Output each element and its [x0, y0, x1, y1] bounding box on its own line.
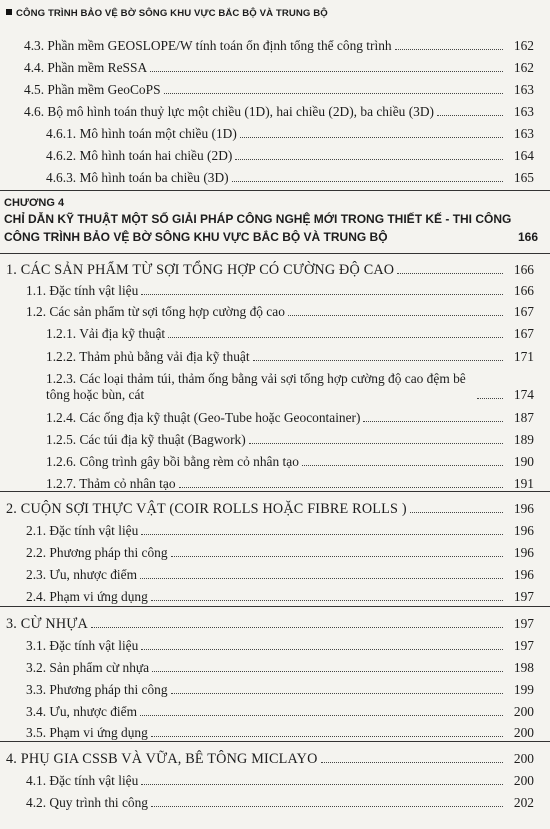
toc-entry-page: 196 — [513, 567, 534, 582]
toc-entry-page: 163 — [513, 82, 534, 97]
toc-entry-text: 3.2. Sản phẩm cừ nhựa — [26, 660, 150, 675]
dot-leader — [140, 578, 503, 579]
toc-entry[interactable] — [24, 34, 534, 54]
dot-leader — [232, 181, 503, 182]
toc-entry[interactable] — [26, 585, 534, 605]
toc-entry-text: 4.6.3. Mô hình toán ba chiều (3D) — [46, 170, 229, 185]
toc-entry-text: 1.2.1. Vải địa kỹ thuật — [46, 326, 166, 341]
toc-entry-page: 202 — [513, 795, 534, 810]
toc-entry-page: 191 — [513, 476, 534, 491]
toc-entry-page: 196 — [513, 523, 534, 538]
divider — [0, 190, 550, 191]
toc-entry[interactable] — [46, 345, 534, 365]
dot-leader — [235, 159, 503, 160]
dot-leader — [395, 49, 503, 50]
toc-entry[interactable] — [26, 279, 534, 299]
toc-entry[interactable] — [24, 78, 534, 98]
toc-entry[interactable] — [26, 769, 534, 789]
toc-entry-text: 4.5. Phần mềm GeoCoPS — [24, 82, 161, 97]
section-page: 196 — [513, 501, 534, 516]
toc-entry-page: 162 — [513, 60, 534, 75]
toc-entry-page: 166 — [513, 283, 534, 298]
dot-leader — [397, 273, 503, 274]
toc-entry-text: 3.3. Phương pháp thi công — [26, 682, 168, 697]
dot-leader — [410, 512, 503, 513]
toc-entry-page: 171 — [513, 349, 534, 364]
toc-entry[interactable] — [24, 100, 534, 120]
toc-entry[interactable] — [46, 144, 534, 164]
toc-entry-text: 4.6.1. Mô hình toán một chiều (1D) — [46, 126, 237, 141]
toc-entry-text: 3.4. Ưu, nhược điểm — [26, 704, 138, 719]
toc-entry-text: 4.6. Bộ mô hình toán thuỷ lực một chiều (1D), hai chiều (2D), ba chiều (3D) — [24, 104, 434, 119]
toc-entry-text: 2.3. Ưu, nhược điểm — [26, 567, 138, 582]
toc-entry-page: 196 — [513, 545, 534, 560]
toc-entry-page: 162 — [513, 38, 534, 53]
toc-entry-page: 163 — [513, 126, 534, 141]
toc-entry-text: 3.1. Đặc tính vật liệu — [26, 638, 139, 653]
dot-leader — [150, 71, 503, 72]
chapter-title-line1: CHỈ DẪN KỸ THUẬT MỘT SỐ GIẢI PHÁP CÔNG NGHỆ MỚI TRONG THIẾT KẾ - THI CÔNG — [4, 212, 512, 226]
toc-entry-page: 187 — [513, 410, 534, 425]
toc-entry-page: 167 — [513, 326, 534, 341]
dot-leader — [168, 337, 503, 338]
toc-entry-page: 199 — [513, 682, 534, 697]
divider — [0, 253, 550, 254]
dot-leader — [321, 762, 503, 763]
toc-entry-text: 3.5. Phạm vi ứng dụng — [26, 725, 148, 740]
toc-entry-page: 190 — [513, 454, 534, 469]
toc-entry-text: 4.6.2. Mô hình toán hai chiều (2D) — [46, 148, 233, 163]
toc-entry[interactable] — [46, 122, 534, 142]
toc-entry-page: 198 — [513, 660, 534, 675]
toc-entry[interactable] — [24, 56, 534, 76]
dot-leader — [141, 294, 503, 295]
toc-entry[interactable] — [26, 721, 534, 741]
section-heading[interactable] — [6, 497, 534, 517]
toc-entry-text: 1.2.6. Công trình gây bồi bằng rèm cỏ nhân tạo — [46, 454, 299, 469]
toc-entry-text: 4.3. Phần mềm GEOSLOPE/W tính toán ổn định tổng thể công trình — [24, 38, 392, 53]
toc-entry[interactable] — [46, 166, 534, 186]
toc-entry[interactable] — [26, 634, 534, 654]
dot-leader — [141, 649, 503, 650]
toc-entry[interactable] — [26, 300, 534, 320]
toc-entry-page: 174 — [513, 387, 534, 402]
toc-entry-text: 4.2. Quy trình thi công — [26, 795, 148, 810]
toc-entry[interactable] — [26, 519, 534, 539]
toc-entry-page: 163 — [513, 104, 534, 119]
divider — [0, 741, 550, 742]
toc-entry-text: 4.4. Phần mềm ReSSA — [24, 60, 148, 75]
chapter-number: CHƯƠNG 4 — [4, 197, 65, 209]
toc-entry-page: 200 — [513, 773, 534, 788]
toc-entry[interactable] — [26, 700, 534, 720]
section-title: 2. CUỘN SỢI THỰC VẬT (COIR ROLLS HOẶC FIBRE ROLLS ) — [6, 501, 407, 517]
section-heading[interactable] — [6, 258, 534, 278]
toc-entry-text: 1.2. Các sản phẩm từ sợi tổng hợp cường độ cao — [26, 304, 285, 319]
dot-leader — [249, 443, 503, 444]
toc-entry[interactable] — [46, 406, 534, 426]
toc-entry[interactable] — [46, 367, 534, 403]
section-page: 200 — [513, 751, 534, 766]
toc-entry[interactable] — [26, 791, 534, 811]
section-page: 166 — [513, 262, 534, 277]
dot-leader — [477, 398, 503, 399]
section-page: 197 — [513, 616, 534, 631]
toc-entry[interactable] — [46, 428, 534, 448]
chapter-title-line2[interactable]: CÔNG TRÌNH BẢO VỆ BỜ SÔNG KHU VỰC BẮC BỘ VÀ TRUNG BỘ — [4, 230, 388, 244]
toc-entry-text: 1.2.5. Các túi địa kỹ thuật (Bagwork) — [46, 432, 246, 447]
dot-leader — [91, 627, 503, 628]
toc-entry-page: 164 — [513, 148, 534, 163]
toc-entry-page: 189 — [513, 432, 534, 447]
toc-entry-page: 200 — [513, 725, 534, 740]
toc-entry-text: 2.2. Phương pháp thi công — [26, 545, 168, 560]
dot-leader — [302, 465, 503, 466]
toc-entry-text: 1.2.7. Thảm cỏ nhân tạo — [46, 476, 176, 491]
toc-entry-text: 1.2.4. Các ống địa kỹ thuật (Geo-Tube hoặc Geocontainer) — [46, 410, 361, 425]
dot-leader — [151, 806, 503, 807]
toc-entry[interactable] — [46, 450, 534, 470]
dot-leader — [140, 715, 503, 716]
dot-leader — [253, 360, 503, 361]
dot-leader — [437, 115, 503, 116]
dot-leader — [240, 137, 503, 138]
chapter-page: 166 — [517, 230, 538, 244]
dot-leader — [288, 315, 503, 316]
toc-entry[interactable] — [26, 563, 534, 583]
running-head — [6, 8, 544, 19]
toc-entry[interactable] — [26, 656, 534, 676]
toc-entry-text: 1.2.2. Thảm phủ bằng vải địa kỹ thuật — [46, 349, 250, 364]
section-title: 1. CÁC SẢN PHẨM TỪ SỢI TỔNG HỢP CÓ CƯỜNG ĐỘ CAO — [6, 262, 395, 278]
toc-entry-text: 2.4. Phạm vi ứng dụng — [26, 589, 148, 604]
divider — [0, 606, 550, 607]
toc-entry-page: 197 — [513, 638, 534, 653]
toc-entry-text: 4.1. Đặc tính vật liệu — [26, 773, 139, 788]
section-heading[interactable] — [6, 747, 534, 767]
toc-entry[interactable] — [26, 678, 534, 698]
toc-entry[interactable] — [46, 322, 534, 342]
dot-leader — [363, 421, 503, 422]
dot-leader — [179, 487, 503, 488]
section-heading[interactable] — [6, 612, 534, 632]
toc-entry-text: 2.1. Đặc tính vật liệu — [26, 523, 139, 538]
toc-entry-text: 1.2.3. Các loại thảm túi, thảm ống bằng vải sợi tổng hợp cường độ cao đệm bê tông hoặc bùn, cát — [46, 371, 466, 402]
toc-entry[interactable] — [46, 472, 534, 492]
dot-leader — [164, 93, 503, 94]
divider — [0, 491, 550, 492]
dot-leader — [141, 534, 503, 535]
dot-leader — [141, 784, 503, 785]
toc-entry-text: 1.1. Đặc tính vật liệu — [26, 283, 139, 298]
toc-entry-page: 167 — [513, 304, 534, 319]
section-title: 4. PHỤ GIA CSSB VÀ VỮA, BÊ TÔNG MICLAYO — [6, 751, 318, 767]
toc-entry[interactable] — [26, 541, 534, 561]
dot-leader — [151, 736, 503, 737]
square-bullet-icon — [6, 9, 12, 15]
toc-entry-page: 165 — [513, 170, 534, 185]
dot-leader — [152, 671, 503, 672]
toc-entry-page: 200 — [513, 704, 534, 719]
dot-leader — [171, 556, 503, 557]
dot-leader — [151, 600, 503, 601]
toc-entry-page: 197 — [513, 589, 534, 604]
running-head-text: CÔNG TRÌNH BẢO VỆ BỜ SÔNG KHU VỰC BẮC BỘ VÀ TRUNG BỘ — [16, 8, 328, 19]
dot-leader — [171, 693, 503, 694]
section-title: 3. CỪ NHỰA — [6, 616, 88, 632]
